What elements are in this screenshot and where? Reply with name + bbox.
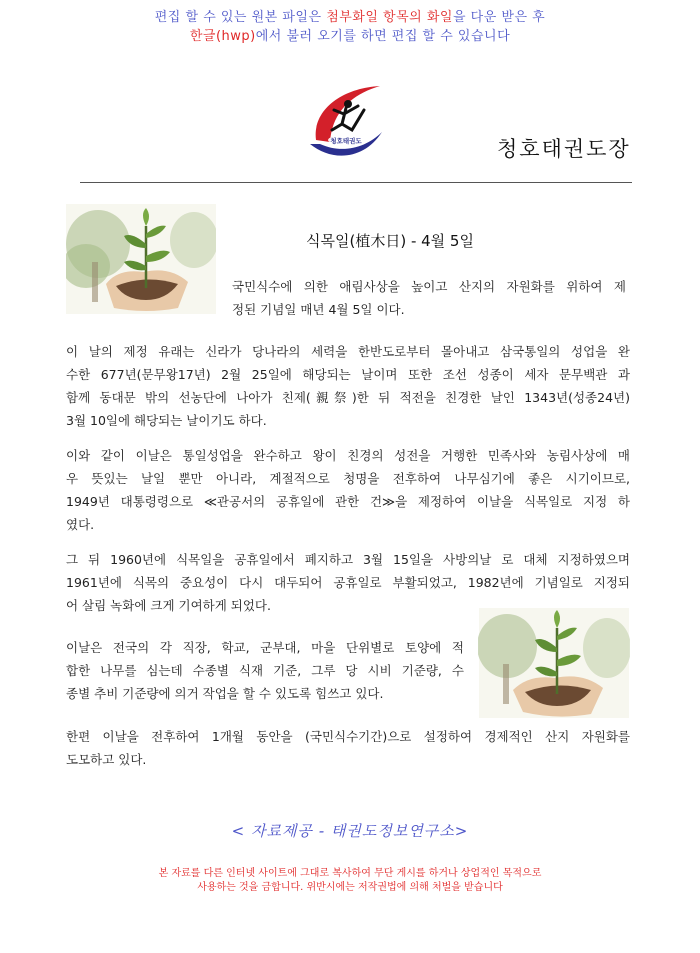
logo-text: 청호태권도 (330, 137, 362, 145)
paragraph-line: 이 날의 제정 유래는 신라가 당나라의 세력을 한반도로부터 몰아내고 삼국통일의 성업을 완 (66, 344, 630, 359)
paragraph-line: 수한 677년(문무왕17년) 2월 25일에 해당되는 날이며 또한 조선 성종이 세자 문무백관 과 (66, 367, 630, 382)
paragraph-line: 그 뒤 1960년에 식목일을 공휴일에서 폐지하고 3월 15일을 사방의날 로 대체 지정하였으며 (66, 552, 630, 567)
edit-notice (0, 8, 700, 46)
article-paragraph-4 (66, 548, 630, 617)
copyright-line-1: 본 자료를 다른 인터넷 사이트에 그대로 복사하여 무단 게시를 하거나 상업적인 목적으로 (158, 868, 542, 879)
copyright-notice (0, 867, 700, 895)
paragraph-line: 3월 10일에 해당되는 날이기도 하다. (66, 413, 267, 428)
paragraph-line: 정된 기념일 매년 4월 5일 이다. (232, 302, 405, 317)
dojang-name: 청호태권도장 (497, 137, 631, 161)
paragraph-line: 이와 같이 이날은 통일성업을 완수하고 왕이 친경의 성전을 거행한 민족사와 농림사상에 매 (66, 448, 630, 463)
paragraph-line: 합한 나무를 심는데 수종별 식재 기준, 그루 당 시비 기준량, 수 (66, 663, 464, 678)
edit-notice-line-2 (0, 27, 700, 46)
article-paragraph-1 (232, 275, 626, 321)
article-paragraph-5 (66, 636, 464, 705)
paragraph-line: 함께 동대문 밖의 선농단에 나아가 친제(親祭)한 뒤 적전을 친경한 날인 1343년(성종24년) (66, 390, 630, 405)
edit-notice-text: 편집 할 수 있는 원본 파일은 (154, 10, 327, 25)
paragraph-line: 1949년 대통령령으로 ≪관공서의 공휴일에 관한 건≫을 제정하여 이날을 식목일로 지정 하 (66, 494, 630, 509)
copyright-line-2: 사용하는 것을 금합니다. 위반시에는 저작권법에 의해 처벌을 받습니다 (197, 882, 503, 893)
paragraph-line: 이날은 전국의 각 직장, 학교, 군부대, 마을 단위별로 토양에 적 (66, 640, 464, 655)
seedling-in-hands-icon (478, 608, 630, 718)
article-paragraph-6 (66, 725, 630, 771)
paragraph-line: 한편 이날을 전후하여 1개월 동안을 (국민식수기간)으로 설정하여 경제적인 산지 자원화를 (66, 729, 630, 744)
edit-notice-text: 을 다운 받은 후 (452, 10, 546, 25)
hwp-highlight: 한글(hwp) (189, 29, 256, 44)
paragraph-line: 우 뜻있는 날일 뿐만 아니라, 계절적으로 청명을 전후하여 나무심기에 좋은 시기이므로, (66, 471, 630, 486)
edit-notice-line-1 (0, 8, 700, 27)
paragraph-line: 였다. (66, 517, 95, 532)
article-paragraph-3 (66, 444, 630, 536)
paragraph-line: 어 살림 녹화에 크게 기여하게 되었다. (66, 598, 271, 613)
article-paragraph-2 (66, 340, 630, 432)
edit-notice-text: 에서 불러 오기를 하면 편집 할 수 있습니다 (255, 29, 511, 44)
paragraph-line: 국민식수에 의한 애림사상을 높이고 산지의 자원화를 위하여 제 (232, 279, 626, 294)
seedling-in-hands-icon (66, 204, 216, 314)
article-title: 식목일(植木日) - 4월 5일 (306, 232, 474, 250)
header-divider (80, 182, 632, 183)
taekwondo-kick-emblem-icon (302, 80, 386, 164)
attachment-highlight: 첨부화일 항목의 화일 (326, 10, 453, 25)
source-credit: < 자료제공 - 태권도정보연구소> (231, 822, 469, 840)
paragraph-line: 종별 추비 기준량에 의거 작업을 할 수 있도록 힘쓰고 있다. (66, 686, 384, 701)
paragraph-line: 도모하고 있다. (66, 752, 147, 767)
paragraph-line: 1961년에 식목의 중요성이 다시 대두되어 공휴일로 부활되었고, 1982년에 기념일로 지정되 (66, 575, 630, 590)
